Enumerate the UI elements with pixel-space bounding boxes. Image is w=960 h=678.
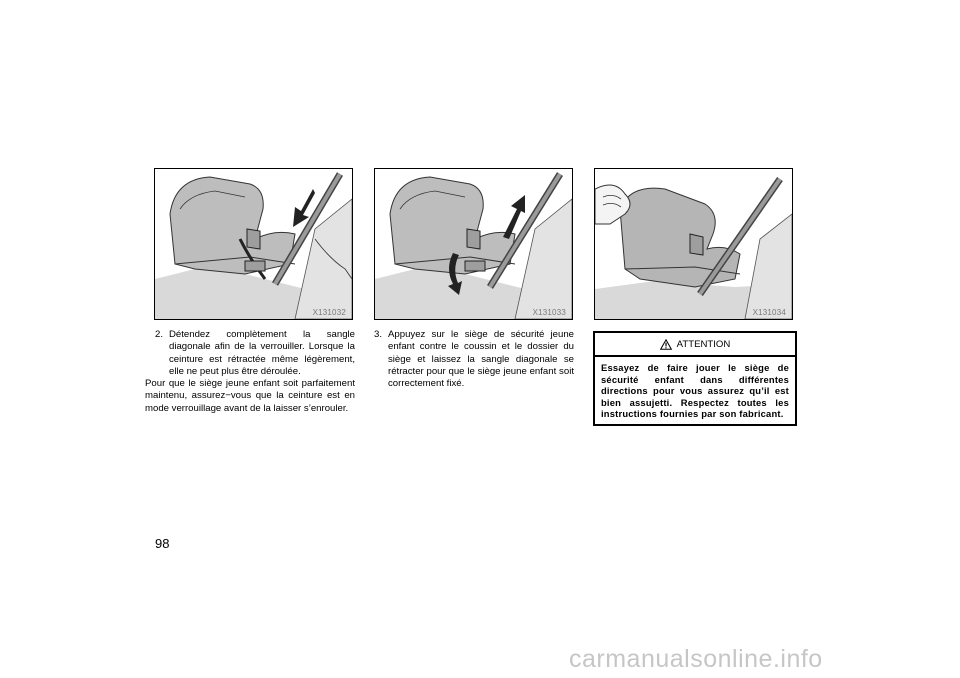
step-text: Appuyez sur le siège de sécurité jeune enfant contre le coussin et le dossier du siège et laissez la sangle diagonale se rétracter pour que le siège jeune enfant soit correctement fixé.	[388, 329, 574, 390]
caution-box	[593, 331, 797, 426]
step-number: 3.	[374, 329, 383, 340]
figure-code: X131032	[312, 308, 346, 317]
figure-code: X131034	[752, 308, 786, 317]
figure-seat-check	[594, 168, 793, 320]
page-number: 98	[155, 536, 170, 551]
caution-title: ATTENTION	[676, 338, 731, 350]
warning-triangle-icon	[660, 339, 672, 350]
figure-seat-press	[374, 168, 573, 320]
locking-note-paragraph: Pour que le siège jeune enfant soit parfaitement maintenu, assurez−vous que la ceinture est en mode verrouillage avant de la laisser s’enrouler.	[145, 378, 355, 414]
illustration-child-seat	[595, 169, 792, 319]
step-2	[155, 329, 355, 378]
illustration-child-seat	[375, 169, 572, 319]
step-number: 2.	[155, 329, 164, 340]
step-text: Détendez complètement la sangle diagonale afin de la verrouiller. Lorsque la ceinture est rétractée même légèrement, elle ne peut plus être déroulée.	[169, 329, 355, 377]
watermark: carmanualsonline.info	[569, 645, 823, 673]
caution-header	[595, 333, 795, 357]
figure-seat-lock-belt	[154, 168, 353, 320]
illustration-child-seat	[155, 169, 352, 319]
figure-code: X131033	[532, 308, 566, 317]
caution-text: Essayez de faire jouer le siège de sécurité enfant dans différentes directions pour vous assurez qu’il est bien assujetti. Respectez toutes les instructions fournies par son fabricant.	[601, 362, 789, 420]
step-3	[374, 329, 574, 390]
